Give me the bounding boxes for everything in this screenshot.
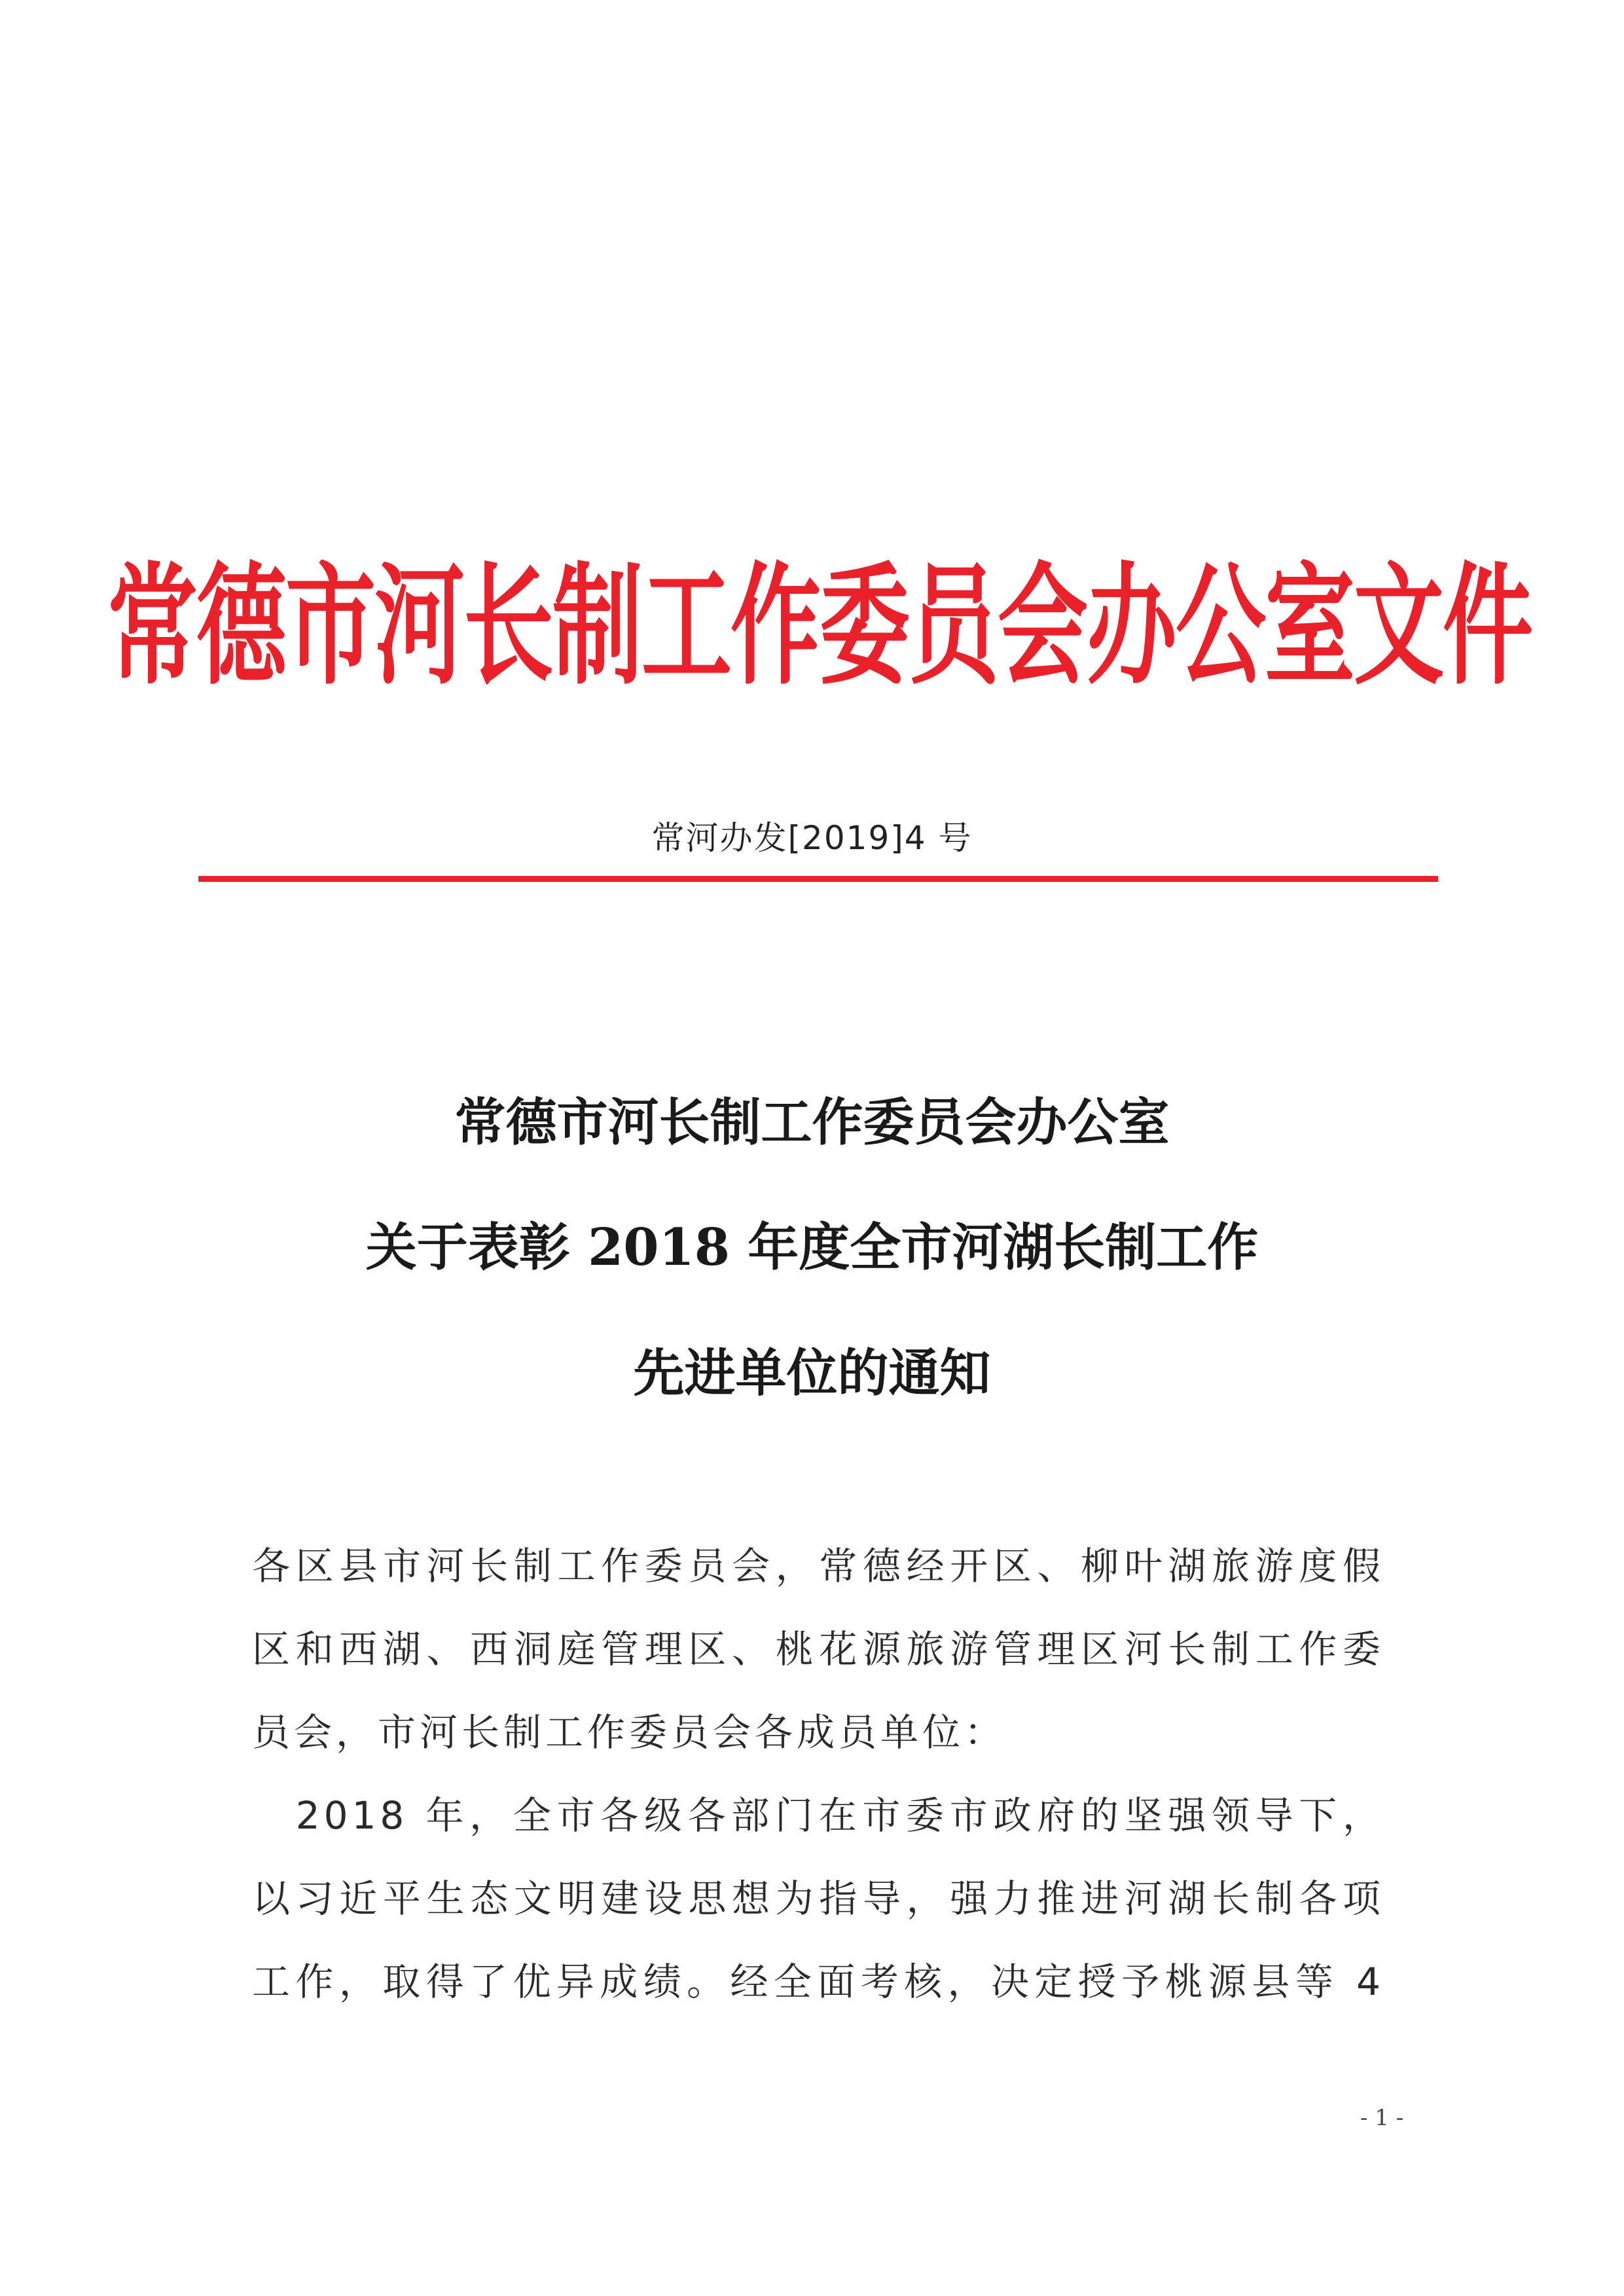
body-line: 工作，取得了优异成绩。经全面考核，决定授予桃源县等 4 <box>252 1959 1384 2004</box>
body-line: 2018 年，全市各级各部门在市委市政府的坚强领导下， <box>252 1793 1384 1838</box>
document-number: 常河办发[2019]4 号 <box>651 819 973 857</box>
page-number: - 1 - <box>1360 2105 1404 2131</box>
body-line: 各区县市河长制工作委员会，常德经开区、柳叶湖旅游度假 <box>252 1544 1384 1588</box>
body-line: 员会，市河长制工作委员会各成员单位： <box>252 1710 1007 1755</box>
notice-title-line-1: 常德市河长制工作委员会办公室 <box>454 1093 1170 1152</box>
body-line: 区和西湖、西洞庭管理区、桃花源旅游管理区河长制工作委 <box>252 1627 1384 1671</box>
notice-title-line-3: 先进单位的通知 <box>633 1343 991 1403</box>
red-header-title: 常德市河长制工作委员会办公室文件 <box>107 549 1532 703</box>
body-line: 以习近平生态文明建设思想为指导，强力推进河湖长制各项 <box>252 1876 1384 1921</box>
red-divider-line <box>198 876 1438 882</box>
notice-title-line-2: 关于表彰 2018 年度全市河湖长制工作 <box>365 1218 1259 1277</box>
